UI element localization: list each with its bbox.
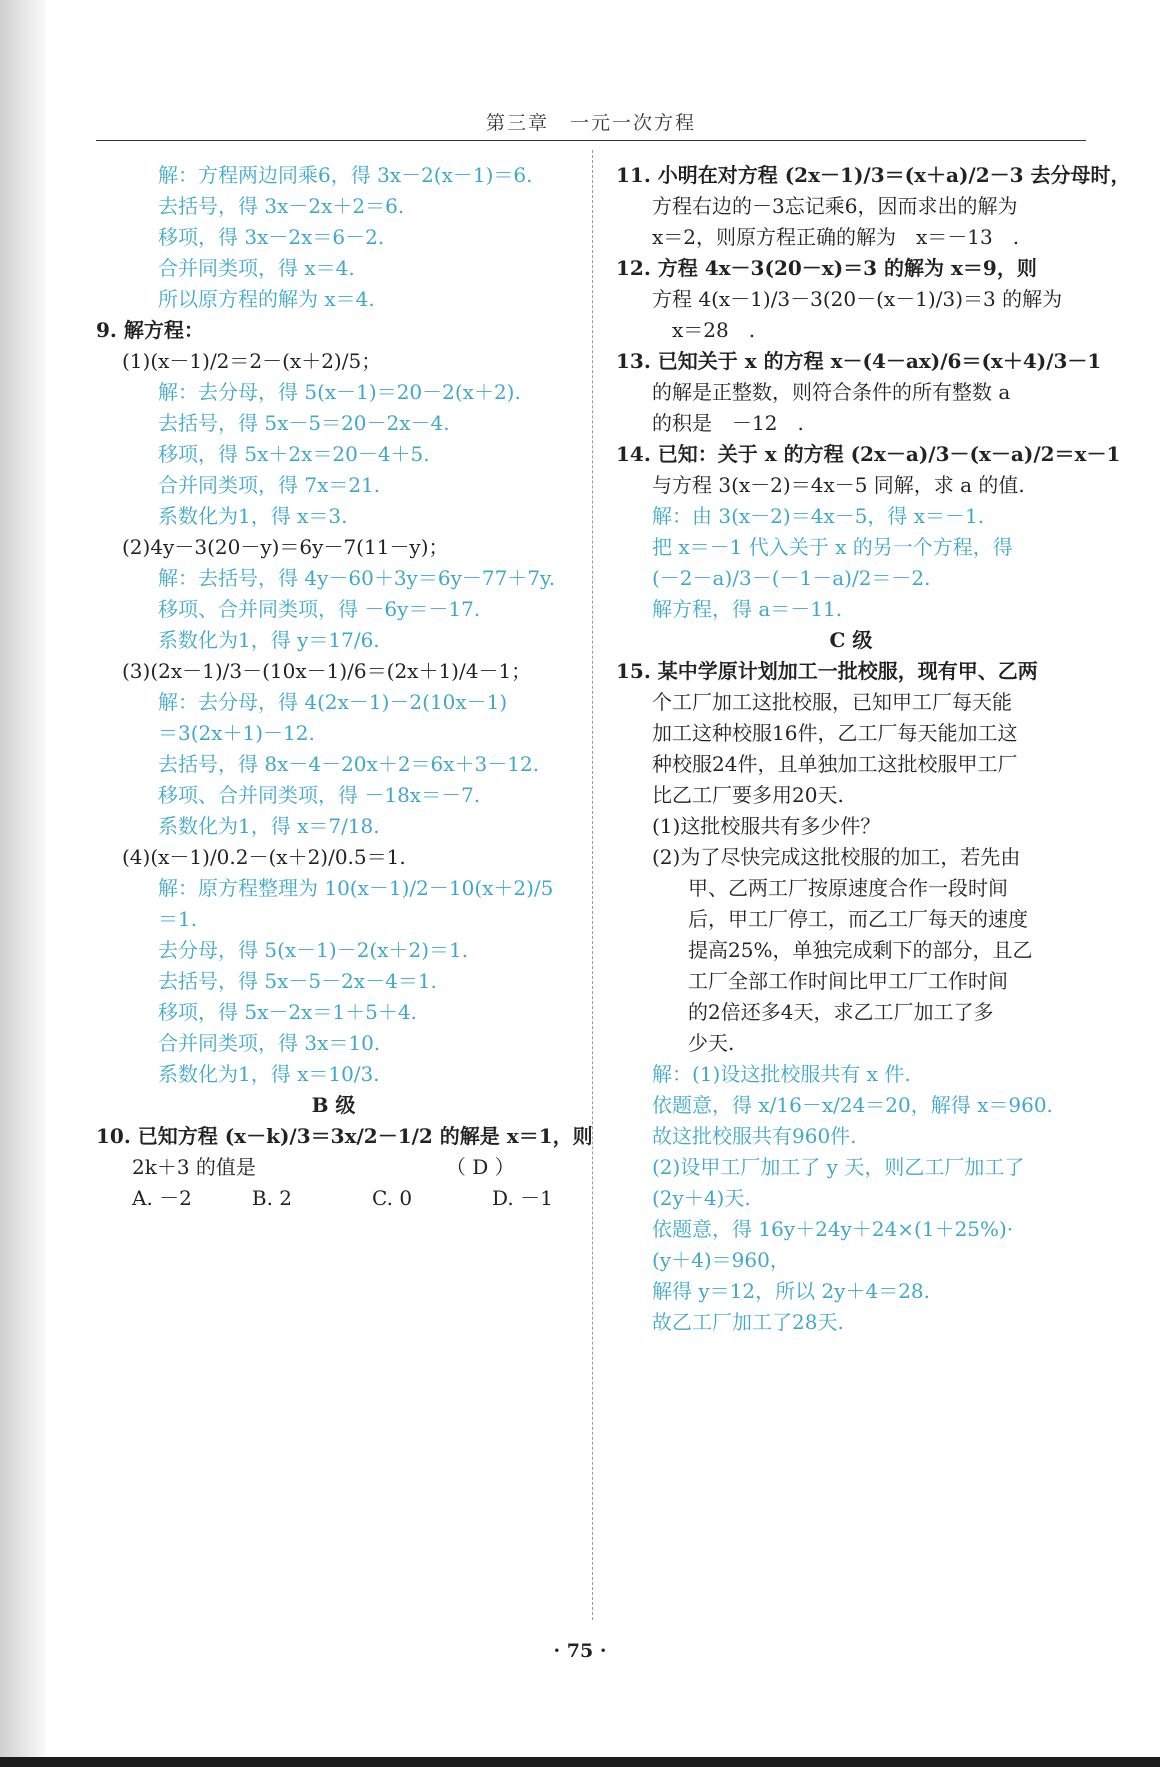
right-column-line: 11. 小明在对方程 (2x－1)/3＝(x＋a)/2－3 去分母时， xyxy=(616,163,1131,187)
right-column-line: 的积是 －12 . xyxy=(652,411,804,435)
right-column-line: 故这批校服共有960件. xyxy=(652,1124,857,1148)
left-column-line: 去括号，得 5x－5＝20－2x－4. xyxy=(158,411,450,435)
right-column-line: 少天. xyxy=(688,1031,735,1055)
right-column-line: x＝28 . xyxy=(652,318,756,342)
left-column-line: (1)(x－1)/2＝2－(x＋2)/5； xyxy=(122,349,382,373)
right-column-line: (2y＋4)天. xyxy=(652,1186,751,1210)
right-column-line: (2)设甲工厂加工了 y 天，则乙工厂加工了 xyxy=(652,1155,1025,1179)
right-column xyxy=(616,160,1131,1338)
right-column-line: 种校服24件，且单独加工这批校服甲工厂 xyxy=(652,752,1018,776)
right-column-line: 解：由 3(x－2)＝4x－5，得 x＝－1. xyxy=(652,504,985,528)
right-column-line: 与方程 3(x－2)＝4x－5 同解，求 a 的值. xyxy=(652,473,1025,497)
left-column-line: (4)(x－1)/0.2－(x＋2)/0.5＝1. xyxy=(122,845,406,869)
right-column-line: 依题意，得 16y＋24y＋24×(1＋25%)· xyxy=(652,1217,1014,1241)
right-column-line: 把 x＝－1 代入关于 x 的另一个方程，得 xyxy=(652,535,1013,559)
left-column-line: ＝1. xyxy=(158,907,198,931)
left-column-line: A. －2 B. 2 C. 0 D. －1 xyxy=(132,1186,553,1210)
right-column-line: 故乙工厂加工了28天. xyxy=(652,1310,844,1334)
right-column-line: 工厂全部工作时间比甲工厂工作时间 xyxy=(688,969,1008,993)
left-column-line: 2k＋3 的值是 （ D ） xyxy=(132,1155,515,1179)
right-column-line: C 级 xyxy=(829,628,873,652)
left-column-line: 解：去括号，得 4y－60＋3y＝6y－77＋7y. xyxy=(158,566,556,590)
right-column-line: 的2倍还多4天，求乙工厂加工了多 xyxy=(688,1000,994,1024)
right-column-line: 依题意，得 x/16－x/24＝20，解得 x＝960. xyxy=(652,1093,1053,1117)
left-column-line: 所以原方程的解为 x＝4. xyxy=(158,287,375,311)
page-edge-shadow xyxy=(0,0,46,1767)
right-column-line: 15. 某中学原计划加工一批校服，现有甲、乙两 xyxy=(616,659,1038,683)
left-column-line: 9. 解方程： xyxy=(96,318,204,342)
left-column-line: 去括号，得 3x－2x＋2＝6. xyxy=(158,194,405,218)
right-column-line: 甲、乙两工厂按原速度合作一段时间 xyxy=(688,876,1008,900)
left-column-line: 移项、合并同类项，得 －18x＝－7. xyxy=(158,783,481,807)
left-column-line: 系数化为1，得 y＝17/6. xyxy=(158,628,380,652)
right-column-line: (2)为了尽快完成这批校服的加工，若先由 xyxy=(652,845,1021,869)
right-column-line: 12. 方程 4x－3(20－x)＝3 的解为 x＝9，则 xyxy=(616,256,1037,280)
right-column-line: 后，甲工厂停工，而乙工厂每天的速度 xyxy=(688,907,1028,931)
left-column-line: 移项，得 5x＋2x＝20－4＋5. xyxy=(158,442,430,466)
left-column-line: 去分母，得 5(x－1)－2(x＋2)＝1. xyxy=(158,938,469,962)
left-column-line: 系数化为1，得 x＝10/3. xyxy=(158,1062,380,1086)
left-column-line: 合并同类项，得 3x＝10. xyxy=(158,1031,381,1055)
right-column-line: (y＋4)＝960， xyxy=(652,1248,790,1272)
left-column-line: (3)(2x－1)/3－(10x－1)/6＝(2x＋1)/4－1； xyxy=(122,659,532,683)
right-column-line: 解方程，得 a＝－11. xyxy=(652,597,843,621)
bottom-bar xyxy=(0,1757,1160,1767)
left-column-line: 系数化为1，得 x＝7/18. xyxy=(158,814,380,838)
left-column-line: B 级 xyxy=(311,1093,356,1117)
page-number: · 75 · xyxy=(553,1640,607,1662)
left-column-line: 合并同类项，得 x＝4. xyxy=(158,256,355,280)
left-column-line: 解：原方程整理为 10(x－1)/2－10(x＋2)/5 xyxy=(158,876,554,900)
left-column-line: 移项、合并同类项，得 －6y＝－17. xyxy=(158,597,481,621)
right-column-line: 解得 y＝12，所以 2y＋4＝28. xyxy=(652,1279,931,1303)
left-column-line: 移项，得 5x－2x＝1＋5＋4. xyxy=(158,1000,417,1024)
left-column xyxy=(96,160,593,1214)
right-column-line: 提高25%，单独完成剩下的部分，且乙 xyxy=(688,938,1033,962)
right-column-line: 方程右边的－3忘记乘6，因而求出的解为 xyxy=(652,194,1018,218)
left-column-line: 解：去分母，得 5(x－1)＝20－2(x＋2). xyxy=(158,380,521,404)
left-column-line: 去括号，得 8x－4－20x＋2＝6x＋3－12. xyxy=(158,752,540,776)
left-column-line: 系数化为1，得 x＝3. xyxy=(158,504,348,528)
right-column-line: (－2－a)/3－(－1－a)/2＝－2. xyxy=(652,566,931,590)
right-column-line: 14. 已知：关于 x 的方程 (2x－a)/3－(x－a)/2＝x－1 xyxy=(616,442,1121,466)
left-column-line: 合并同类项，得 7x＝21. xyxy=(158,473,381,497)
left-column-line: 移项，得 3x－2x＝6－2. xyxy=(158,225,385,249)
right-column-line: 比乙工厂要多用20天. xyxy=(652,783,844,807)
left-column-line: 解：方程两边同乘6，得 3x－2(x－1)＝6. xyxy=(158,163,533,187)
column-divider xyxy=(592,150,593,1620)
left-column-line: 解：去分母，得 4(2x－1)－2(10x－1) xyxy=(158,690,508,714)
chapter-header: 第三章 一元一次方程 xyxy=(485,112,696,134)
right-column-line: (1)这批校服共有多少件？ xyxy=(652,814,881,838)
left-column-line: (2)4y－3(20－y)＝6y－7(11－y)； xyxy=(122,535,449,559)
left-column-line: 10. 已知方程 (x－k)/3＝3x/2－1/2 的解是 x＝1，则 xyxy=(96,1124,593,1148)
right-column-line: x＝2，则原方程正确的解为 x＝－13 . xyxy=(652,225,1020,249)
right-column-line: 加工这种校服16件，乙工厂每天能加工这 xyxy=(652,721,1018,745)
right-column-line: 的解是正整数，则符合条件的所有整数 a xyxy=(652,380,1011,404)
left-column-line: 去括号，得 5x－5－2x－4＝1. xyxy=(158,969,437,993)
right-column-line: 个工厂加工这批校服，已知甲工厂每天能 xyxy=(652,690,1012,714)
header-rule xyxy=(96,140,1086,141)
right-column-line: 解：(1)设这批校服共有 x 件. xyxy=(652,1062,911,1086)
left-column-line: ＝3(2x＋1)－12. xyxy=(158,721,315,745)
right-column-line: 方程 4(x－1)/3－3(20－(x－1)/3)＝3 的解为 xyxy=(652,287,1063,311)
right-column-line: 13. 已知关于 x 的方程 x－(4－ax)/6＝(x＋4)/3－1 xyxy=(616,349,1102,373)
